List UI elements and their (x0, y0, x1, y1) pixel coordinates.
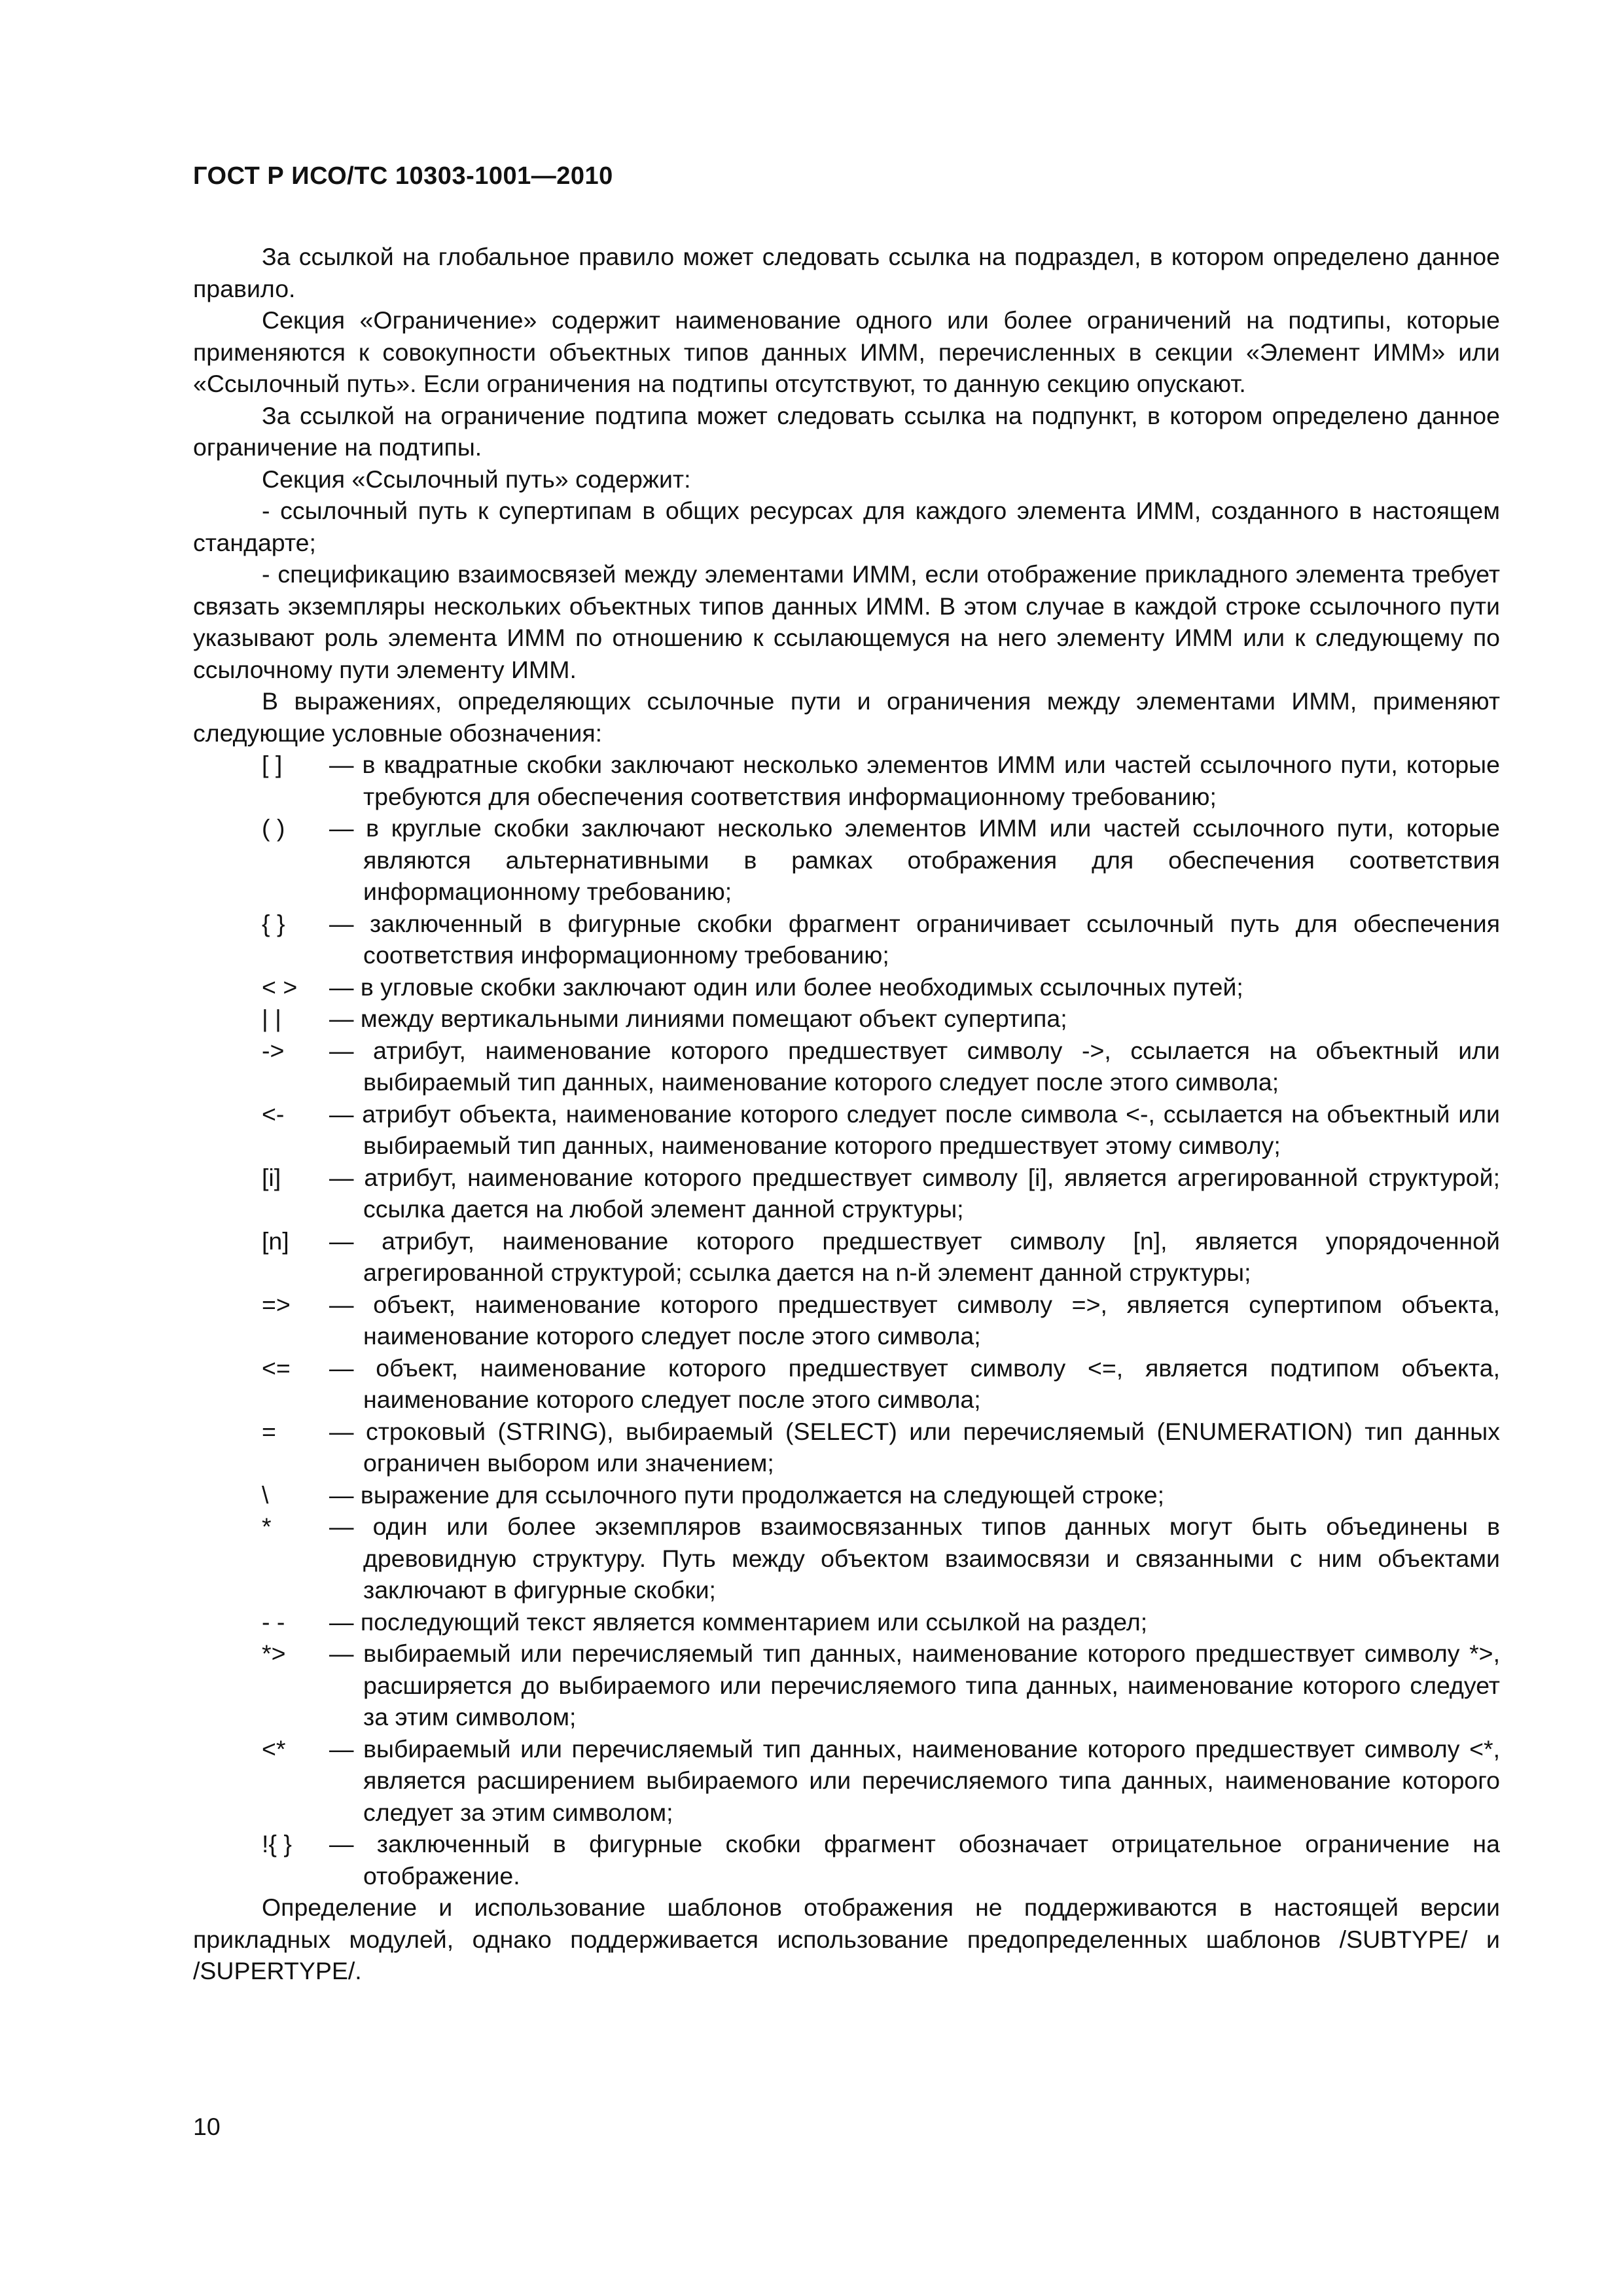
notation-item (193, 1352, 1500, 1416)
paragraph: За ссылкой на глобальное правило может следовать ссылка на подраздел, в котором определено данное правило. (193, 243, 1500, 302)
notation-text: — заключенный в фигурные скобки фрагмент обозначает отрицательное ограничение на отображение. (329, 1830, 1500, 1890)
notation-item (193, 1098, 1500, 1162)
notation-item (193, 1828, 1500, 1892)
notation-symbol: | | (262, 1005, 281, 1032)
paragraph: Секция «Ограничение» содержит наименование одного или более ограничений на подтипы, которые применяются к совокупности объектных типов данных ИММ, перечисленных в секции «Элемент ИММ» или «Ссылочный путь». Если ограничения на подтипы отсутствуют, то данную секцию опускают. (193, 306, 1500, 397)
notation-text: — выражение для ссылочного пути продолжается на следующей строке; (329, 1480, 1165, 1509)
notation-symbol: !{ } (262, 1830, 292, 1857)
notation-item (193, 749, 1500, 812)
notation-symbol: = (262, 1417, 276, 1445)
notation-symbol: [n] (262, 1227, 289, 1255)
notation-symbol: - - (262, 1607, 285, 1636)
notation-item (193, 1511, 1500, 1606)
notation-symbol: < > (262, 973, 298, 1001)
document-body (193, 241, 1500, 1987)
notation-text: — атрибут, наименование которого предшествует символу [n], является упорядоченной агрегированной структурой; ссылка дается на n-й элемент данной структуры; (329, 1227, 1500, 1286)
notation-text: — атрибут, наименование которого предшествует символу ->, ссылается на объектный или выбираемый тип данных, наименование которого следует после этого символа; (329, 1036, 1500, 1096)
notation-item (193, 1289, 1500, 1352)
notation-item (193, 1003, 1500, 1035)
notation-symbol: <- (262, 1100, 285, 1128)
notation-item (193, 1035, 1500, 1098)
notation-item (193, 1416, 1500, 1479)
notation-text: — один или более экземпляров взаимосвязанных типов данных могут быть объединены в древовидную структуру. Путь между объектом взаимосвязи и связанными с ним объектами заключают в фигурные скобки; (329, 1513, 1500, 1604)
notation-symbol: [i] (262, 1163, 281, 1191)
document-header: ГОСТ Р ИСО/ТС 10303-1001—2010 (193, 162, 613, 190)
notation-text: — между вертикальными линиями помещают объект супертипа; (329, 1005, 1067, 1032)
list-item: - спецификацию взаимосвязей между элементами ИММ, если отображение прикладного элемента требует связать экземпляры нескольких объектных типов данных ИММ. В этом случае в каждой строке ссылочного пути указывают роль элемента ИММ по отношению к ссылающемуся на него элементу ИММ или к следующему по ссылочному пути элементу ИММ. (193, 560, 1500, 683)
paragraph: Секция «Ссылочный путь» содержит: (262, 465, 691, 493)
notation-text: — атрибут объекта, наименование которого следует после символа <-, ссылается на объектный или выбираемый тип данных, наименование которого предшествует этому символу; (329, 1100, 1500, 1159)
notation-text: — последующий текст является комментарием или ссылкой на раздел; (329, 1607, 1148, 1636)
notation-item (193, 1606, 1500, 1638)
notation-text: — в квадратные скобки заключают несколько элементов ИММ или частей ссылочного пути, которые требуются для обеспечения соответствия информационному требованию; (329, 751, 1500, 810)
notation-text: — в угловые скобки заключают один или более необходимых ссылочных путей; (329, 973, 1243, 1001)
notation-symbol: \ (262, 1480, 269, 1509)
notation-symbol: { } (262, 909, 285, 937)
notation-item (193, 908, 1500, 971)
notation-item (193, 812, 1500, 908)
notation-item (193, 1479, 1500, 1511)
list-item: - ссылочный путь к супертипам в общих ресурсах для каждого элемента ИММ, созданного в настоящем стандарте; (193, 497, 1500, 556)
paragraph: Определение и использование шаблонов отображения не поддерживаются в настоящей версии прикладных модулей, однако поддерживается использование предопределенных шаблонов /SUBTYPE/ и /SUPERTYPE/. (193, 1893, 1500, 1984)
notation-text: — выбираемый или перечисляемый тип данных, наименование которого предшествует символу *>, расширяется до выбираемого или перечисляемого типа данных, наименование которого следует за этим символом; (329, 1640, 1500, 1731)
notation-item (193, 1733, 1500, 1829)
notation-item (193, 1162, 1500, 1225)
notation-text: — объект, наименование которого предшествует символу <=, является подтипом объекта, наименование которого следует после этого символа; (329, 1354, 1500, 1413)
notation-symbol: <* (262, 1734, 286, 1763)
notation-symbol: <= (262, 1354, 291, 1382)
notation-symbol: => (262, 1290, 291, 1318)
notation-symbol: * (262, 1513, 272, 1540)
notation-symbol: *> (262, 1640, 286, 1667)
notation-list (193, 749, 1500, 1892)
notation-item (193, 1225, 1500, 1289)
paragraph: За ссылкой на ограничение подтипа может следовать ссылка на подпункт, в котором определено данное ограничение на подтипы. (193, 401, 1500, 461)
notation-text: — атрибут, наименование которого предшествует символу [i], является агрегированной структурой; ссылка дается на любой элемент данной структуры; (329, 1163, 1500, 1223)
notation-text: — выбираемый или перечисляемый тип данных, наименование которого предшествует символу <*, является расширением выбираемого или перечисляемого типа данных, наименование которого следует за этим символом; (329, 1734, 1500, 1826)
notation-item (193, 1638, 1500, 1733)
notation-symbol: [ ] (262, 751, 283, 778)
notation-text: — строковый (STRING), выбираемый (SELECT) или перечисляемый (ENUMERATION) тип данных ограничен выбором или значением; (329, 1417, 1500, 1477)
notation-symbol: -> (262, 1036, 285, 1064)
notation-item (193, 971, 1500, 1003)
notation-text: — объект, наименование которого предшествует символу =>, является супертипом объекта, наименование которого следует после этого символа; (329, 1290, 1500, 1350)
notation-text: — в круглые скобки заключают несколько элементов ИММ или частей ссылочного пути, которые являются альтернативными в рамках отображения для обеспечения соответствия информационному требованию; (329, 814, 1500, 905)
notation-symbol: ( ) (262, 814, 285, 842)
page-number: 10 (193, 2113, 221, 2140)
paragraph: В выражениях, определяющих ссылочные пути и ограничения между элементами ИММ, применяют следующие условные обозначения: (193, 687, 1500, 747)
notation-text: — заключенный в фигурные скобки фрагмент ограничивает ссылочный путь для обеспечения соответствия информационному требованию; (329, 909, 1500, 969)
